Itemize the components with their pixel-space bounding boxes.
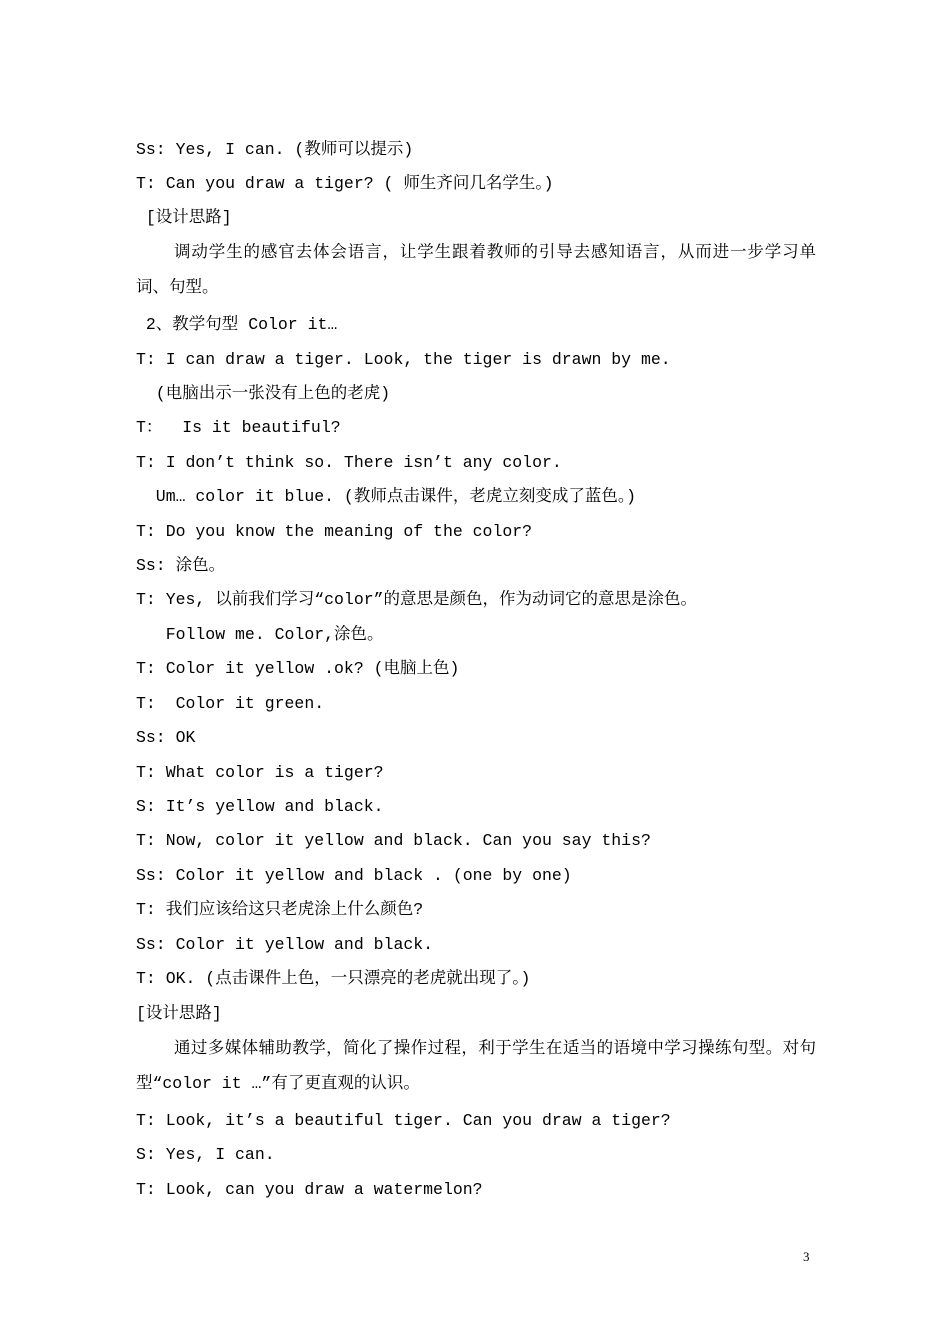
text-line: T: Now, color it yellow and black. Can you say this?: [136, 831, 651, 850]
text-line: T: Yes, 以前我们学习“color”的意思是颜色，作为动词它的意思是涂色。: [136, 590, 698, 609]
text-line: T： Is it beautiful?: [136, 418, 341, 437]
paragraph: 通过多媒体辅助教学，简化了操作过程，利于学生在适当的语境中学习操练句型。对句型“color it …”有了更直观的认识。: [136, 1039, 816, 1093]
text-line: Ss: Yes, I can. (教师可以提示): [136, 140, 414, 159]
text-line: T: What color is a tiger?: [136, 763, 384, 782]
page-number: 3: [803, 1249, 810, 1264]
text-line: T: Do you know the meaning of the color?: [136, 522, 533, 541]
text-line: T: 我们应该给这只老虎涂上什么颜色?: [136, 900, 424, 919]
text-line: Ss: Color it yellow and black . (one by one): [136, 866, 572, 885]
text-line: (电脑出示一张没有上色的老虎): [136, 384, 391, 403]
text-line: Follow me. Color,涂色。: [136, 625, 384, 644]
text-line: T: OK. (点击课件上色，一只漂亮的老虎就出现了。): [136, 969, 531, 988]
paragraph: 调动学生的感官去体会语言，让学生跟着教师的引导去感知语言，从而进一步学习单词、句型。: [136, 243, 816, 297]
text-line: T: Look, it’s a beautiful tiger. Can you draw a tiger?: [136, 1111, 671, 1130]
section-heading: [设计思路]: [136, 208, 232, 227]
text-line: T: I can draw a tiger. Look, the tiger is drawn by me.: [136, 350, 671, 369]
text-line: Um… color it blue. (教师点击课件，老虎立刻变成了蓝色。): [136, 487, 636, 506]
text-line: T: Look, can you draw a watermelon?: [136, 1180, 483, 1199]
text-line: T: Can you draw a tiger? ( 师生齐问几名学生。): [136, 174, 554, 193]
text-line: T: Color it green.: [136, 694, 325, 713]
text-line: Ss: OK: [136, 728, 196, 747]
section-heading: 2、教学句型 Color it…: [136, 315, 338, 334]
text-line: T: I don’t think so. There isn’t any color.: [136, 453, 562, 472]
section-heading: [设计思路]: [136, 1004, 222, 1023]
text-line: Ss: Color it yellow and black.: [136, 935, 434, 954]
text-line: S: Yes, I can.: [136, 1145, 275, 1164]
text-line: Ss: 涂色。: [136, 556, 226, 575]
text-line: S: It’s yellow and black.: [136, 797, 384, 816]
text-line: T: Color it yellow .ok? (电脑上色): [136, 659, 460, 678]
